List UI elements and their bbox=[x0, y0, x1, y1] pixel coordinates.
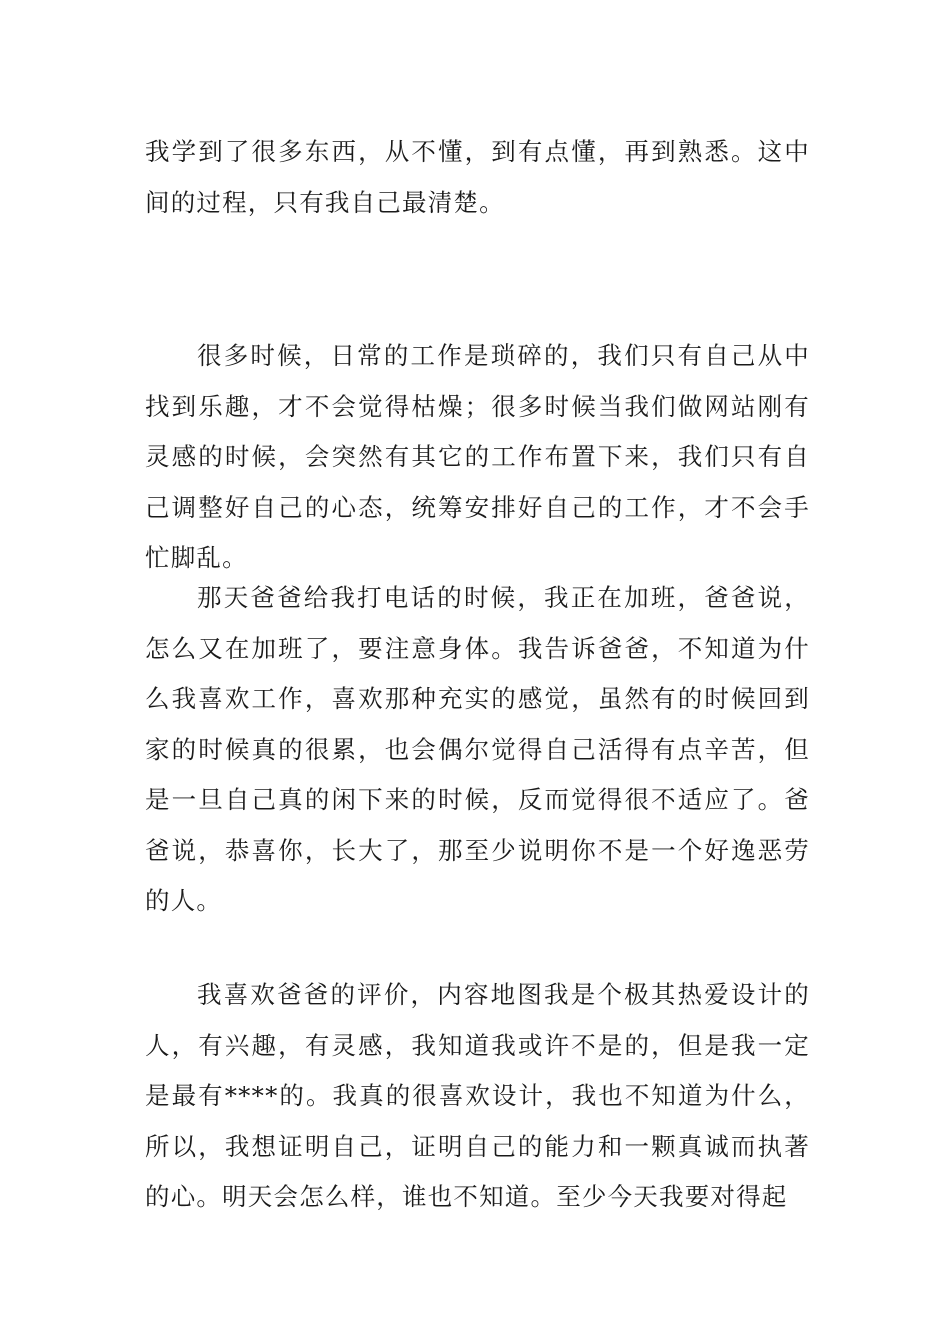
paragraph-1: 我学到了很多东西，从不懂，到有点懂，再到熟悉。这中间的过程，只有我自己最清楚。 bbox=[145, 137, 810, 217]
paragraph-4: 我喜欢爸爸的评价，内容地图我是个极其热爱设计的人，有兴趣，有灵感，我知道我或许不是的，但是我一定是最有****的。我真的很喜欢设计，我也不知道为什么，所以，我想证明自己，证明自己的能力和一颗真诚而执著的心。明天会怎么样，谁也不知道。至少今天我要对得起 bbox=[145, 980, 810, 1211]
paragraph-2: 很多时候，日常的工作是琐碎的，我们只有自己从中找到乐趣，才不会觉得枯燥；很多时候当我们做网站刚有灵感的时候，会突然有其它的工作布置下来，我们只有自己调整好自己的心态，统筹安排好自己的工作，才不会手忙脚乱。 bbox=[145, 341, 810, 572]
paragraph-3: 那天爸爸给我打电话的时候，我正在加班，爸爸说，怎么又在加班了，要注意身体。我告诉爸爸，不知道为什么我喜欢工作，喜欢那种充实的感觉，虽然有的时候回到家的时候真的很累，也会偶尔觉得自己活得有点辛苦，但是一旦自己真的闲下来的时候，反而觉得很不适应了。爸爸说，恭喜你，长大了，那至少说明你不是一个好逸恶劳的人。 bbox=[145, 583, 810, 915]
